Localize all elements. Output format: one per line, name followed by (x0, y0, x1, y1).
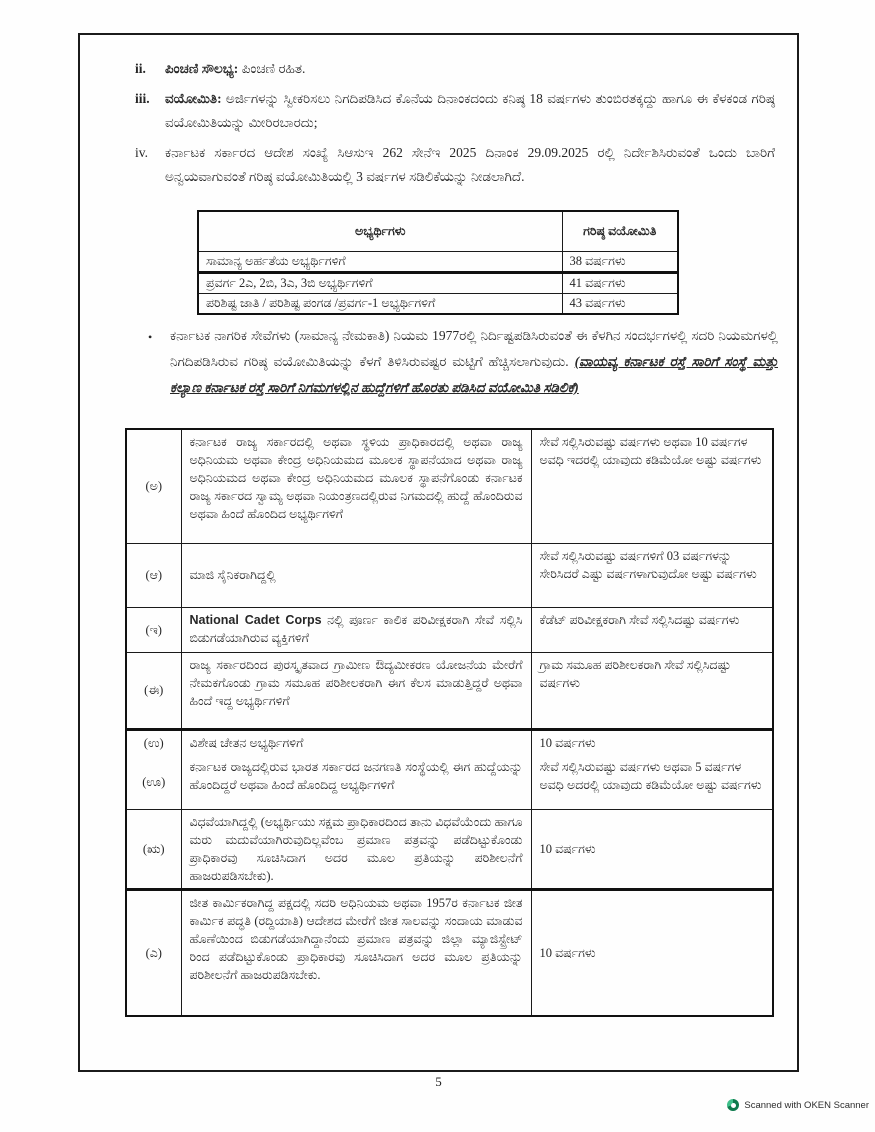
bullet-main-text: ಕರ್ನಾಟಕ ನಾಗರಿಕ ಸೇವೆಗಳು (ಸಾಮಾನ್ಯ ನೇಮಕಾತಿ) ನಿಯಮ 1977ರಲ್ಲಿ ನಿರ್ದಿಷ್ಟಪಡಿಸಿರುವಂತೆ ಈ ಕೆಳಗಿನ ಸಂದರ್ಭಗಳಲ್ಲಿ ಸದರಿ ನಿಯಮಗಳಲ್ಲಿ ನಿಗದಿಪಡಿಸಿರುವ ಗರಿಷ್ಠ ವಯೋಮಿತಿಯನ್ನು ಕೆಳಗೆ ತಿಳಿಸಿರುವಷ್ಟರ ಮಟ್ಟಿಗೆ ಹೆಚ್ಚಿಸಲಾಗುವುದು. (170, 328, 778, 369)
row-label: (ಇ) (126, 607, 181, 652)
relaxation-cell: 10 ವರ್ಷಗಳು (531, 890, 773, 1016)
list-item-lead: ಪಿಂಚಣಿ ಸೌಲಭ್ಯ: (165, 61, 239, 76)
age-limit-table (197, 210, 679, 315)
list-item-body: ಪಿಂಚಣಿ ರಹಿತ. (241, 61, 306, 76)
age-table-header-max-age: ಗರಿಷ್ಠ ವಯೋಮಿತಿ (562, 211, 678, 251)
bullet-icon: • (148, 330, 153, 344)
row-label: (ಅ) (126, 429, 181, 543)
list-item-lead: ವಯೋಮಿತಿ: (165, 91, 222, 106)
condition-cell: ವಿಶೇಷ ಚೇತನ ಅಭ್ಯರ್ಥಿಗಳಿಗೆ (181, 729, 531, 755)
age-table-header-candidates: ಅಭ್ಯರ್ಥಿಗಳು (198, 211, 562, 251)
list-marker: iii. (135, 91, 150, 106)
condition-english-text: National Cadet Corps (189, 612, 322, 627)
list-item-text (165, 141, 775, 189)
numbered-list (135, 57, 775, 195)
age-table-row (198, 272, 678, 293)
age-category-cell: ಪ್ರವರ್ಗ 2ಎ, 2ಬಿ, 3ಎ, 3ಬಿ ಅಭ್ಯರ್ಥಿಗಳಿಗೆ (198, 272, 562, 293)
condition-cell (181, 607, 531, 652)
relaxation-cell: 10 ವರ್ಷಗಳು (531, 810, 773, 890)
age-table-row (198, 251, 678, 272)
list-item-age-limit (135, 87, 775, 135)
bullet-paragraph-text (170, 323, 778, 401)
relaxation-row-e (126, 890, 773, 1016)
list-item-body: ಕರ್ನಾಟಕ ಸರ್ಕಾರದ ಆದೇಶ ಸಂಖ್ಯೆ ಸಿಆಸುಇ 262 ಸೇನೆಇ 2025 ದಿನಾಂಕ 29.09.2025 ರಲ್ಲಿ ನಿರ್ದೇಶಿಸಿರುವಂತೆ ಒಂದು ಬಾರಿಗೆ ಅನ್ವಯವಾಗುವಂತೆ ಗರಿಷ್ಠ ವಯೋಮಿತಿಯಲ್ಲಿ 3 ವರ್ಷಗಳ ಸಡಿಲಿಕೆಯನ್ನು ನೀಡಲಾಗಿದೆ. (165, 145, 775, 184)
relaxation-cell: ಕೆಡೆಟ್ ಪರಿವೀಕ್ಷಕರಾಗಿ ಸೇವೆ ಸಲ್ಲಿಸಿದಷ್ಟು ವರ್ಷಗಳು (531, 607, 773, 652)
condition-cell: ರಾಜ್ಯ ಸರ್ಕಾರದಿಂದ ಪುರಸ್ಕೃತವಾದ ಗ್ರಾಮೀಣ ಔದ್ಯಮೀಕರಣ ಯೋಜನೆಯ ಮೇರೆಗೆ ನೇಮಕಗೊಂಡು ಗ್ರಾಮ ಸಮೂಹ ಪರಿಶೀಲಕರಾಗಿ ಈಗ ಕೆಲಸ ಮಾಡುತ್ತಿದ್ದರೆ ಅಥವಾ ಹಿಂದೆ ಇದ್ದ ಅಭ್ಯರ್ಥಿಗಳಿಗೆ (181, 652, 531, 729)
relaxation-row-i (126, 607, 773, 652)
list-item-govt-order (135, 141, 775, 189)
age-limit-cell: 41 ವರ್ಷಗಳು (562, 272, 678, 293)
age-limit-cell: 38 ವರ್ಷಗಳು (562, 251, 678, 272)
bullet-paragraph (148, 323, 778, 401)
relaxation-cell: 10 ವರ್ಷಗಳು (531, 729, 773, 755)
list-item-pension (135, 57, 775, 81)
relaxation-row-uu (126, 755, 773, 810)
relaxation-cell: ಸೇವೆ ಸಲ್ಲಿಸಿರುವಷ್ಟು ವರ್ಷಗಳು ಅಥವಾ 10 ವರ್ಷಗಳ ಅವಧಿ ಇದರಲ್ಲಿ ಯಾವುದು ಕಡಿಮೆಯೋ ಅಷ್ಟು ವರ್ಷಗಳು (531, 429, 773, 543)
relaxation-row-u (126, 729, 773, 755)
scanner-watermark-label: Scanned with OKEN Scanner (744, 1099, 869, 1111)
relaxation-cell: ಸೇವೆ ಸಲ್ಲಿಸಿರುವಷ್ಟು ವರ್ಷಗಳು ಅಥವಾ 5 ವರ್ಷಗಳ ಅವಧಿ ಅದರಲ್ಲಿ ಯಾವುದು ಕಡಿಮೆಯೋ ಅಷ್ಟು ವರ್ಷಗಳು (531, 755, 773, 810)
scanner-watermark (727, 1099, 869, 1111)
condition-cell: ಕರ್ನಾಟಕ ರಾಜ್ಯದಲ್ಲಿರುವ ಭಾರತ ಸರ್ಕಾರದ ಜನಗಣತಿ ಸಂಸ್ಥೆಯಲ್ಲಿ ಈಗ ಹುದ್ದೆಯನ್ನು ಹೊಂದಿದ್ದರೆ ಅಥವಾ ಹಿಂದೆ ಹೊಂದಿದ್ದ ಅಭ್ಯರ್ಥಿಗಳಿಗೆ (181, 755, 531, 810)
page-border-frame (78, 33, 799, 1072)
age-category-cell: ಪರಿಶಿಷ್ಟ ಜಾತಿ / ಪರಿಶಿಷ್ಟ ಪಂಗಡ /ಪ್ರವರ್ಗ-1 ಅಭ್ಯರ್ಥಿಗಳಿಗೆ (198, 293, 562, 314)
relaxation-row-ii (126, 652, 773, 729)
row-label: (ಋ) (126, 810, 181, 890)
relaxation-row-aa (126, 543, 773, 607)
row-label: (ಆ) (126, 543, 181, 607)
age-limit-cell: 43 ವರ್ಷಗಳು (562, 293, 678, 314)
condition-cell: ವಿಧವೆಯಾಗಿದ್ದಲ್ಲಿ (ಅಭ್ಯರ್ಥಿಯು ಸಕ್ಷಮ ಪ್ರಾಧಿಕಾರದಿಂದ ತಾನು ವಿಧವೆಯೆಂದು ಹಾಗೂ ಮರು ಮದುವೆಯಾಗಿರುವುದಿಲ್ಲವೆಂಬ ಪ್ರಮಾಣ ಪತ್ರವನ್ನು ಪಡೆದಿಟ್ಟುಕೊಂಡು ಪ್ರಾಧಿಕಾರವು ಸೂಚಿಸಿದಾಗ ಅದರ ಮೂಲ ಪ್ರತಿಯನ್ನು ಪರಿಶೀಲನೆಗೆ ಹಾಜರುಪಡಿಸಬೇಕು). (181, 810, 531, 890)
condition-kannada-text: ನಲ್ಲಿ ಪೂರ್ಣ ಕಾಲಿಕ ಪರಿವೀಕ್ಷಕರಾಗಿ ಸೇವೆ ಸಲ್ಲಿಸಿ ಬಿಡುಗಡೆಯಾಗಿರುವ ವ್ಯಕ್ತಿಗಳಿಗೆ (189, 612, 523, 645)
list-marker: iv. (135, 145, 148, 160)
condition-cell: ಜೀತ ಕಾರ್ಮಿಕರಾಗಿದ್ದ ಪಕ್ಷದಲ್ಲಿ ಸದರಿ ಅಧಿನಿಯಮ ಅಥವಾ 1957ರ ಕರ್ನಾಟಕ ಜೀತ ಕಾರ್ಮಿಕ ಪದ್ಧತಿ (ರದ್ದಿಯಾತಿ) ಆದೇಶದ ಮೇರೆಗೆ ಜೀತ ಸಾಲವನ್ನು ಸಂದಾಯ ಮಾಡುವ ಹೊಣೆಯಿಂದ ಬಿಡುಗಡೆಯಾಗಿದ್ದಾನೆಂದು ಪ್ರಮಾಣ ಪತ್ರವನ್ನು ಜಿಲ್ಲಾ ಮ್ಯಾಜಿಸ್ಟ್ರೇಟ್ ರಿಂದ ಪಡೆದಿಟ್ಟುಕೊಂಡು ಪ್ರಾಧಿಕಾರವು ಸೂಚಿಸಿದಾಗ ಅದರ ಮೂಲ ಪ್ರತಿಯನ್ನು ಪರಿಶೀಲನೆಗೆ ಹಾಜರುಪಡಿಸಬೇಕು. (181, 890, 531, 1016)
condition-cell: ಮಾಜಿ ಸೈನಿಕರಾಗಿದ್ದಲ್ಲಿ (181, 543, 531, 607)
row-label: (ಉ) (126, 729, 181, 755)
age-category-cell: ಸಾಮಾನ್ಯ ಅರ್ಹತೆಯ ಅಭ್ಯರ್ಥಿಗಳಿಗೆ (198, 251, 562, 272)
row-label: (ಈ) (126, 652, 181, 729)
list-item-body: ಅರ್ಜಿಗಳನ್ನು ಸ್ವೀಕರಿಸಲು ನಿಗದಿಪಡಿಸಿದ ಕೊನೆಯ ದಿನಾಂಕದಂದು ಕನಿಷ್ಠ 18 ವರ್ಷಗಳು ತುಂಬಿರತಕ್ಕದ್ದು ಹಾಗೂ ಈ ಕೆಳಕಂಡ ಗರಿಷ್ಠ ವಯೋಮಿತಿಯನ್ನು ಮೀರಿರಬಾರದು; (165, 91, 776, 130)
bullet-note-text: (ವಾಯವ್ಯ ಕರ್ನಾಟಕ ರಸ್ತೆ ಸಾರಿಗೆ ಸಂಸ್ಥೆ ಮತ್ತು ಕಲ್ಯಾಣ ಕರ್ನಾಟಕ ರಸ್ತೆ ಸಾರಿಗೆ ನಿಗಮಗಳಲ್ಲಿನ ಹುದ್ದೆಗಳಿಗೆ ಹೊರತು ಪಡಿಸಿದ ವಯೋಮಿತಿ ಸಡಿಲಿಕೆ) (170, 354, 778, 395)
list-item-text (165, 57, 775, 81)
age-table-header-row (198, 211, 678, 251)
row-label: (ಎ) (126, 890, 181, 1016)
relaxation-row-a (126, 429, 773, 543)
age-table-row (198, 293, 678, 314)
relaxation-cell: ಸೇವೆ ಸಲ್ಲಿಸಿರುವಷ್ಟು ವರ್ಷಗಳಿಗೆ 03 ವರ್ಷಗಳನ್ನು ಸೇರಿಸಿದರೆ ಎಷ್ಟು ವರ್ಷಗಳಾಗುವುದೋ ಅಷ್ಟು ವರ್ಷಗಳು (531, 543, 773, 607)
condition-cell: ಕರ್ನಾಟಕ ರಾಜ್ಯ ಸರ್ಕಾರದಲ್ಲಿ ಅಥವಾ ಸ್ಥಳಿಯ ಪ್ರಾಧಿಕಾರದಲ್ಲಿ ಅಥವಾ ರಾಜ್ಯ ಅಧಿನಿಯಮ ಅಥವಾ ಕೇಂದ್ರ ಅಧಿನಿಯಮದ ಮೂಲಕ ಸ್ಥಾಪನೆಯಾದ ಅಥವಾ ರಾಜ್ಯ ಅಧಿನಿಯಮದ ಅಥವಾ ಕೇಂದ್ರ ಅಧಿನಿಯಮದ ಮೂಲಕ ಸ್ಥಾಪನೆಗೊಂಡು ಕರ್ನಾಟಕ ರಾಜ್ಯ ಸರ್ಕಾರದ ಸ್ವಾಮ್ಯ ಅಥವಾ ನಿಯಂತ್ರಣದಲ್ಲಿರುವ ನಿಗಮದಲ್ಲಿ ಹುದ್ದೆ ಹೊಂದಿರುವ ಅಥವಾ ಹಿಂದೆ ಹೊಂದಿದ ಅಭ್ಯರ್ಥಿಗಳಿಗೆ (181, 429, 531, 543)
relaxation-row-ru (126, 810, 773, 890)
oken-scanner-icon (727, 1099, 739, 1111)
page-number: 5 (435, 1074, 442, 1089)
list-marker: ii. (135, 61, 146, 76)
list-item-text (165, 87, 775, 135)
row-label: (ಊ) (126, 755, 181, 810)
relaxation-cell: ಗ್ರಾಮ ಸಮೂಹ ಪರಿಶೀಲಕರಾಗಿ ಸೇವೆ ಸಲ್ಲಿಸಿದಷ್ಟು ವರ್ಷಗಳು (531, 652, 773, 729)
age-relaxation-table (125, 428, 774, 1017)
